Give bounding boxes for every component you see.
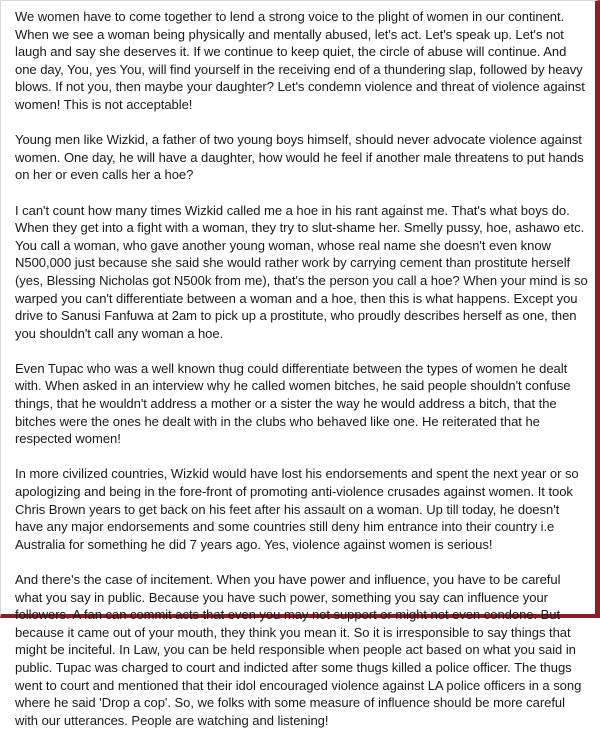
paragraph-slut-shaming: I can't count how many times Wizkid called me a hoe in his rant against me. That's what boys do. When they get into a fight with a woman, they try to slut-shame her. Smelly pussy, hoe, ashawo etc. You call a woman, who gave another young woman, whose real name she doesn't even know N500,000 just because she said she would rather work by carrying cement than prostitute herself (yes, Blessing Nicholas got N500k from me), that's the person you call a hoe? When your mind is so warped you can't differentiate between a woman and a hoe, then this is what happens. Except you drive to Sanusi Fanfuwa at 2am to pick up a prostitute, who proudly describes herself as one, then you shouldn't call any woman a hoe.: [15, 202, 588, 341]
paragraph-women-unite: We women have to come together to lend a strong voice to the plight of women in our continent. When we see a woman being physically and mentally abused, let's act. Let's speak up. Let's not laugh and say she deserves it. If we continue to keep quiet, the circle of abuse will continue. And one day, You, yes You, will find yourself in the receiving end of a thundering slap, followed by heavy blows. If not you, then maybe your daughter? Let's condemn violence and threat of violence against women! This is not acceptable!: [15, 9, 585, 112]
paragraph-civilized-countries: In more civilized countries, Wizkid would have lost his endorsements and spent the next year or so apologizing and being in the fore-front of promoting anti-violence crusades against women. It took Chris Brown years to get back on his feet after his assault on a woman. Up till today, he doesn't have any major endorsements and some countries still deny him entrance into their country i.e Australia for something he did 7 years ago. Yes, violence against women is serious!: [15, 466, 579, 552]
paragraph-tupac-women: Even Tupac who was a well known thug could differentiate between the types of women he dealt with. When asked in an interview why he called women bitches, he said people shouldn't confuse things, that he wouldn't address a mother or a sister the way he would address a bitch, that the bitches were the ones he dealt with in the clubs who behaved like one. He reiterated that he respected women!: [15, 360, 571, 447]
document-body: [15, 8, 589, 729]
paragraph-young-men: Young men like Wizkid, a father of two young boys himself, should never advocate violence against women. One day, he will have a daughter, how would he feel if another male threatens to put hands on her or even calls her a hoe?: [15, 132, 584, 183]
paragraph-incitement: And there's the case of incitement. When you have power and influence, you have to be careful what you say in public. Because you have such power, something you say can influence your followers. A fan can commit acts that even you may not support or might not even condone. But because it came out of your mouth, they think you mean it. So it is irresponsible to say things that might be inciteful. In Law, you can be held responsible when people act based on what you said in public. Tupac was charged to court and indicted after some thugs killed a police officer. The thugs went to court and mentioned that their idol encouraged violence against LA police officers in a song where he said 'Drop a cop'. So, we folks with some measure of influence should be more careful with our utterances. People are watching and listening!: [15, 572, 582, 728]
